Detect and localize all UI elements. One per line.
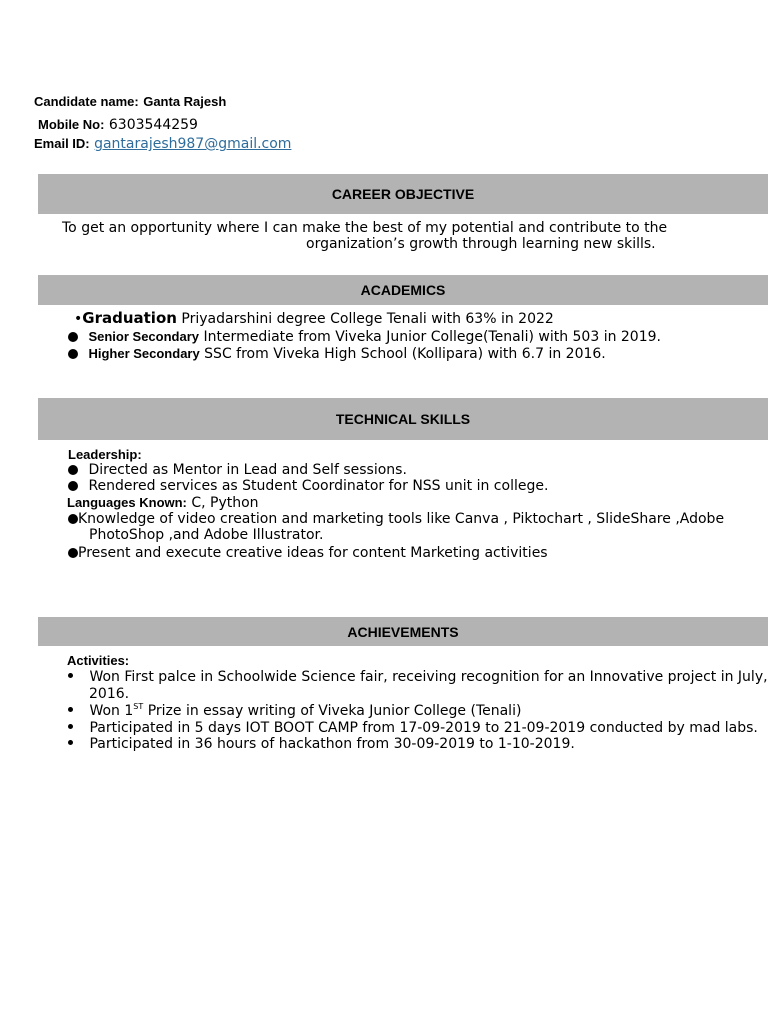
achievements-heading: ACHIEVEMENTS [38,617,768,646]
bullet-icon [68,349,78,359]
senior-secondary-text: Intermediate from Viveka Junior College(Tenali) with 503 in 2019. [203,329,661,345]
bullet-icon [68,673,73,678]
achievement-item-1: Won First palce in Schoolwide Science fair, receiving recognition for an Innovative project in July, [68,669,768,686]
achievement-item-4: Participated in 36 hours of hackathon from 30-09-2019 to 1-10-2019. [68,736,575,753]
career-objective-line-1: To get an opportunity where I can make the best of my potential and contribute to the [62,220,668,236]
bullet-icon: • [74,311,83,327]
languages-label: Languages Known: [67,495,187,510]
bullet-icon [68,465,78,475]
achievement-item-3: Participated in 5 days IOT BOOT CAMP from 17-09-2019 to 21-09-2019 conducted by mad labs. [68,720,758,737]
career-objective-heading: CAREER OBJECTIVE [38,174,768,214]
bullet-icon [68,548,78,558]
leadership-item: Rendered services as Student Coordinator for NSS unit in college. [68,478,548,495]
languages-line [67,494,259,512]
academics-item-senior-secondary [68,328,661,346]
mobile-label: Mobile No: [38,117,105,132]
mobile-value: 6303544259 [108,117,198,133]
candidate-name-line [34,94,226,110]
knowledge-line-2: PhotoShop ,and Adobe Illustrator. [89,527,324,543]
bullet-icon [68,740,73,745]
leadership-item: Directed as Mentor in Lead and Self sessions. [68,462,407,479]
candidate-name-value: Ganta Rajesh [143,94,227,109]
leadership-label: Leadership: [68,447,142,462]
graduation-text: Priyadarshini degree College Tenali with 63% in 2022 [181,311,554,327]
bullet-icon [68,514,78,524]
email-label: Email ID: [34,136,90,151]
career-objective-line-2: organization’s growth through learning new skills. [306,236,656,252]
candidate-name-label: Candidate name: [34,94,139,109]
bullet-icon [68,481,78,491]
languages-value: C, Python [191,495,259,511]
bullet-icon [68,707,73,712]
achievement-item-1-cont: 2016. [89,686,130,702]
bullet-icon [68,332,78,342]
email-link[interactable]: gantarajesh987@gmail.com [94,136,292,152]
academics-heading: ACADEMICS [38,275,768,305]
achievement-item-2: Won 1ST Prize in essay writing of Viveka Junior College (Tenali) [68,703,521,720]
activities-label: Activities: [67,653,130,668]
higher-secondary-title: Higher Secondary [88,346,200,361]
academics-item-graduation [74,310,554,328]
bullet-icon [68,724,73,729]
present-line: Present and execute creative ideas for content Marketing activities [68,545,548,562]
senior-secondary-title: Senior Secondary [88,329,199,344]
email-line [34,136,291,152]
academics-item-higher-secondary [68,345,606,363]
graduation-title: Graduation [82,309,177,327]
higher-secondary-text: SSC from Viveka High School (Kollipara) with 6.7 in 2016. [204,346,606,362]
technical-skills-heading: TECHNICAL SKILLS [38,398,768,440]
mobile-line [38,117,198,133]
knowledge-line-1: Knowledge of video creation and marketing tools like Canva , Piktochart , SlideShare ,Adobe [68,511,724,528]
